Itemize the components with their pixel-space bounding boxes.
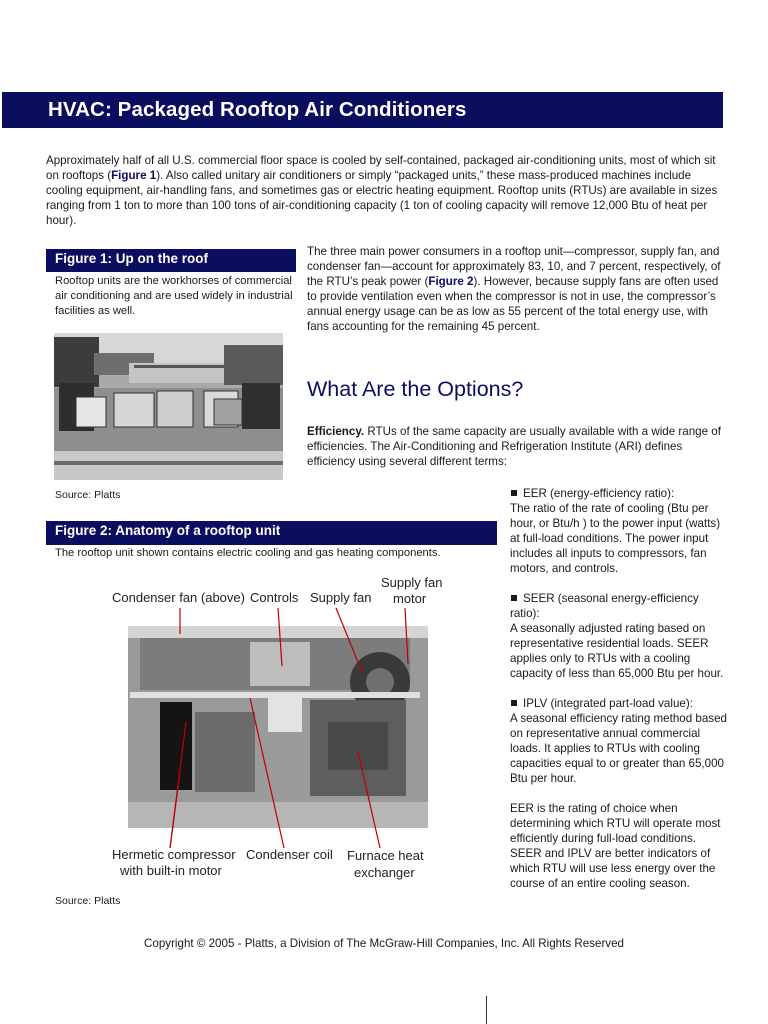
label-condenser-coil: Condenser coil — [246, 847, 333, 862]
power-consumers-paragraph — [307, 244, 722, 334]
col2-text-2: ). However, because supply fans are often used to provide ventilation even when the compressor is not in use, the compressor’s annual energy usage can be as low as 55 percent of the total energy use, with fans accounting for the remaining 45 percent. — [307, 275, 719, 333]
bullet-body: A seasonal efficiency rating method based on representative annual commercial loads. It applies to RTUs with cooling capacities equal to or greater than 65,000 Btu per hour. — [510, 712, 727, 785]
figure1-caption: Rooftop units are the workhorses of commercial air conditioning and are used widely in industrial facilities as well. — [55, 275, 293, 317]
figure1-reference-link[interactable]: Figure 1 — [111, 169, 157, 182]
label-compressor-1: Hermetic compressor — [112, 847, 236, 862]
intro-text-1: Approximately half of all U.S. commercial floor space is cooled by self-contained, packaged air-conditioning units, most of which sit on rooftops ( — [46, 154, 716, 182]
intro-paragraph — [46, 153, 726, 228]
efficiency-label: Efficiency. — [307, 425, 365, 438]
figure1-title: Figure 1: Up on the roof — [55, 251, 208, 266]
bullet-head: IPLV (integrated part-load value): — [523, 697, 693, 710]
bullet-square-icon — [511, 700, 517, 706]
intro-text-2: ). Also called unitary air conditioners or simply “packaged units,” these mass-produced machines include cooling equipment, air-handling fans, and sometimes gas or electric heating equipment. Rooftop units (RTUs) are available in sizes ranging from 1 ton to more than 100 tons of air-conditioning capacity (1 ton of cooling capacity will remove 12,000 Btu of heat per hour). — [46, 169, 718, 227]
efficiency-text: RTUs of the same capacity are usually available with a wide range of efficiencies. The Air-Conditioning and Refrigeration Institute (ARI) defines efficiency using several different terms: — [307, 425, 721, 468]
figure1-source: Source: Platts — [55, 489, 121, 501]
figure1-title-bar — [46, 249, 296, 272]
label-controls: Controls — [250, 590, 299, 605]
figure2-caption: The rooftop unit shown contains electric cooling and gas heating components. — [55, 547, 441, 559]
label-furnace-2: exchanger — [354, 865, 415, 880]
col2-text-1: The three main power consumers in a rooftop unit—compressor, supply fan, and condenser fan—account for approximately 83, 10, and 7 percent, respectively, of the RTU’s peak power ( — [307, 245, 721, 288]
label-supply-fan-motor-2: motor — [393, 591, 427, 606]
figure2-source: Source: Platts — [55, 895, 121, 907]
label-furnace-1: Furnace heat — [347, 848, 424, 863]
label-supply-fan-motor-1: Supply fan — [381, 575, 443, 590]
footer-divider — [486, 996, 487, 1024]
bullet-head: SEER (seasonal energy-efficiency ratio): — [510, 592, 699, 620]
closing-paragraph: EER is the rating of choice when determining which RTU will operate most efficiently during full-load conditions. SEER and IPLV are better indicators of which RTU will use less energy over the course of an entire cooling season. — [510, 802, 721, 890]
rooftop-unit-anatomy-diagram — [100, 572, 460, 888]
page-title: HVAC: Packaged Rooftop Air Conditioners — [48, 98, 467, 121]
label-condenser-fan: Condenser fan (above) — [112, 590, 245, 605]
bullet-square-icon — [511, 490, 517, 496]
efficiency-paragraph — [307, 424, 722, 469]
bullet-head: EER (energy-efficiency ratio): — [523, 487, 675, 500]
bullet-body: The ratio of the rate of cooling (Btu per hour, or Btu/h ) to the power input (watts) at full-load conditions. The power input includes all inputs to compressors, fan motors, and controls. — [510, 502, 721, 575]
figure2-title-bar — [46, 521, 497, 545]
list-item-seer — [510, 591, 730, 681]
label-compressor-2: with built-in motor — [120, 863, 222, 878]
bullet-square-icon — [511, 595, 517, 601]
figure2-title: Figure 2: Anatomy of a rooftop unit — [55, 523, 281, 538]
figure2-reference-link[interactable]: Figure 2 — [428, 275, 474, 288]
efficiency-terms-list — [510, 486, 730, 906]
bullet-body: A seasonally adjusted rating based on representative residential loads. SEER applies only to RTUs with a cooling capacity of less than 65,000 Btu per hour. — [510, 622, 724, 680]
list-item-iplv — [510, 696, 730, 786]
copyright-notice: Copyright © 2005 - Platts, a Division of The McGraw-Hill Companies, Inc. All Rights Reserved — [144, 937, 624, 950]
title-banner — [2, 92, 723, 128]
list-item-eer — [510, 486, 730, 576]
rooftop-units-photo — [54, 333, 283, 480]
options-heading: What Are the Options? — [307, 377, 524, 401]
label-supply-fan: Supply fan — [310, 590, 372, 605]
